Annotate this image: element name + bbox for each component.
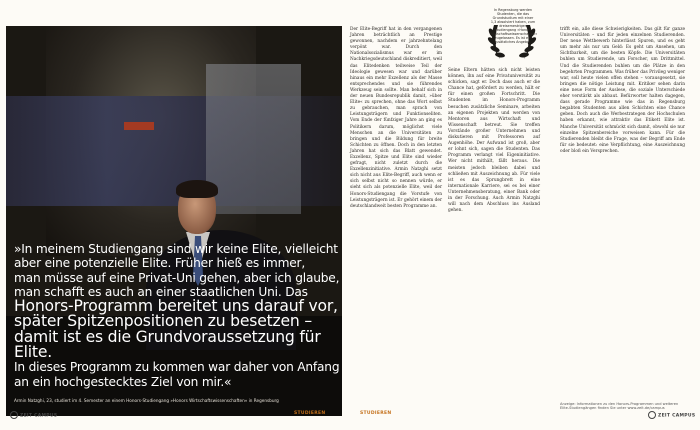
footer-section-right: STUDIEREN [360,411,392,416]
quote-line: an ein hochgestecktes Ziel von mir.« [14,374,232,389]
photo-window [206,64,301,214]
article-column-3: trifft ein, alle diese Schwierigkeiten. Das gilt für ganze Universitäten – und für jeden einzelnen Studierenden. Der neue Wettbewerb hinterlässt Spuren, und es geht um mehr als nur um Geld: Es geht um Ansehen, um Sichtbarkeit, um die besten Köpfe. Die Universitäten buhlen um Studierende, um Forscher, um Drittmittel. Und die Studierenden buhlen um die Plätze in den begehrten Programmen. Was früher das Privileg weniger war, soll heute vielen offen stehen – vorausgesetzt, sie bringen die nötige Leistung mit. Kritiker sehen darin eine neue Form der Auslese, die soziale Unterschiede eher verstärkt als abbaut. Befürworter halten dagegen, dass gerade Programme wie das in Regensburg begabten Studenten aus allen Schichten eine Chance geben. Doch auch die Werbestrategen der Hochschulen haben erkannt, wie attraktiv das Etikett Elite ist. Manche Universität schmückt sich damit, obwohl sie nur einzelne Spitzenbereiche vorweisen kann. Für die Studierenden bleibt die Frage, was der Begriff am Ende für sie bedeutet: eine Verpflichtung, eine Auszeichnung oder bloß ein Versprechen. [560,27,685,154]
footer-ad-note: Anzeige: Informationen zu den Honors-Programmen und weiteren Elite-Studiengängen finden Sie unter www.zeit.de/campus [560,402,679,411]
photo-red-object [124,122,154,130]
article-column-1: Der Elite-Begriff hat in den vergangenen Jahren beträchtlich an Prestige gewonnen, nachdem er jahrzehntelang verpönt war. Durch den Nationalsozialismus war er im Nachkriegsdeutschland diskreditiert, weil das Elitedenken teilweise Teil der Ideologie gewesen war und darüber hinaus ein mehr Exzellenz als der Masse entsprechendes und sie führendes Werkzeug sein sollte. Man behalf sich in der neuen Bundesrepublik damit, »über Elite« zu sprechen, ohne das Wort selbst zu gebrauchen, man sprach von Leistungsträgern und Funktionseliten. Vom Ende der fünfziger Jahre an ging es Politikern darum, möglichst viele Menschen an die Universitäten zu bringen und die Bildung für breite Schichten zu öffnen. Doch in den letzten Jahren hat sich das Blatt gewendet. Exzellenz, Spitze und Elite sind wieder gefragt, nicht zuletzt durch die Exzellenzinitiative. Armin Natzghi setzt sich nicht aus Elite-Begriff, auch wenn er sich selbst nicht so nennen würde, er sieht sich als potenzielle Elite, weil der Honors-Studiengang die Vorstufe von Leistungsträgern ist. Er gehört einem der deutschlandweit besten Programme an. [350,27,442,209]
footer-logo-left [10,411,57,419]
article-column-2: Seine Eltern hätten sich nicht leisten können, ihn auf eine Privatuniversität zu schicken, sagt er. Doch dass auch er die Chance hat, gefördert zu werden, hält er für einen großen Fortschritt. Die Studenten im Honors-Programm besuchen zusätzliche Seminare, arbeiten an eigenen Projekten und werden von Mentoren aus Wirtschaft und Wissenschaft betreut. Sie treffen Vorstände großer Unternehmen und diskutieren mit Professoren auf Augenhöhe. Der Aufwand ist groß, aber er lohnt sich, sagen die Studenten. Das Programm verlangt viel Eigeninitiative. Wer nicht mithält, fällt heraus. Die meisten jedoch bleiben dabei und schließen mit Auszeichnung ab. Für viele ist es das Sprungbrett in eine internationale Karriere, sei es bei einer Unternehmensberatung, einer Bank oder in der Forschung. Auch Armin Natzghi will nach dem Abschluss ins Ausland gehen. [448,68,540,214]
quote-line: man schafft es auch an einer staatlichen Uni. Das [14,284,308,299]
footer-logo-text: ZEIT CAMPUS [658,413,696,419]
zeit-campus-logo-icon [10,411,18,419]
quote-line: In dieses Programm zu kommen war daher von Anfang [14,360,340,375]
footer-logo-text: ZEIT CAMPUS [20,413,58,419]
quote-line: aber eine potenzielle Elite. Früher hieß es immer, [14,256,306,271]
badge-text: In Regensburg werden Studenten, die das Grundstudium mit einer 1,3 absolviert haben, zum dreisemestrigen Studiengang »Honors Wirtschaftswissenschaften« zugelassen. Es ist ein zusätzliches Angebot. [490,8,538,44]
quote-line: Honors-Programm bereitet uns darauf vor, [14,297,338,316]
photo-caption: Armin Natzghi, 23, studiert im 4. Semester an einem Honors-Studiengang »Honors Wirtschaftswissenschaften« in Regensburg [14,398,279,403]
pull-quote [14,242,344,389]
footer-logo-right [648,411,695,419]
quote-line: man müsse auf eine Privat-Uni gehen, aber ich glaube, [14,270,340,285]
info-badge [480,5,544,69]
photo-person-hair [176,180,218,198]
footer-section-left: STUDIEREN [294,411,326,416]
zeit-campus-logo-icon [648,411,656,419]
quote-line: damit ist es die Grundvoraussetzung für Elite. [14,327,321,362]
quote-line: später Spitzenpositionen zu besetzen – [14,312,312,331]
quote-line: »In meinem Studiengang sind wir keine Elite, vielleicht [14,242,338,256]
